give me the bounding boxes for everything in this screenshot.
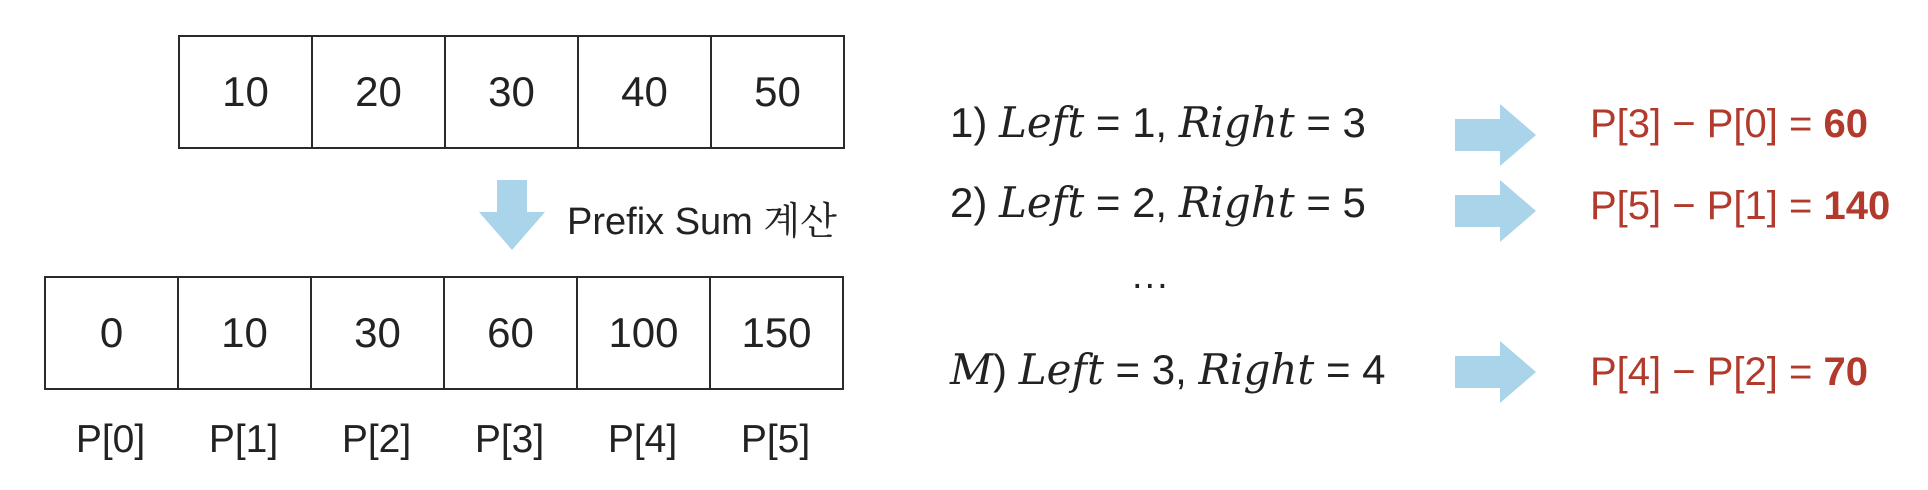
result-value: 70	[1823, 350, 1868, 394]
result-1	[1590, 102, 1868, 147]
prefix-label-0: P[0]	[75, 418, 146, 461]
arrow-caption: Prefix Sum 계산	[567, 201, 837, 243]
left-var: Left	[999, 178, 1085, 227]
input-cell-4: 50	[710, 35, 845, 149]
prefix-label-3: P[3]	[474, 418, 545, 461]
right-var: Right	[1198, 345, 1315, 394]
prefix-label-4: P[4]	[607, 418, 678, 461]
input-cell-1: 20	[311, 35, 446, 149]
result-formula: P[4] − P[2] =	[1590, 350, 1824, 394]
input-array	[178, 35, 845, 149]
query-number: 2)	[950, 179, 988, 226]
prefix-cell-0: 0	[44, 276, 179, 390]
left-var: Left	[1018, 345, 1104, 394]
prefix-label-2: P[2]	[341, 418, 412, 461]
right-arrow-icon	[1455, 341, 1537, 403]
prefix-label-5: P[5]	[740, 418, 811, 461]
query-1	[950, 98, 1366, 147]
prefix-label-1: P[1]	[208, 418, 279, 461]
left-var: Left	[999, 98, 1085, 147]
right-arrow-icon	[1455, 180, 1537, 242]
prefix-array	[44, 276, 844, 390]
result-m	[1590, 350, 1868, 395]
right-var: Right	[1178, 98, 1295, 147]
query-number: 1)	[950, 99, 988, 146]
prefix-cell-2: 30	[310, 276, 445, 390]
prefix-cell-4: 100	[576, 276, 711, 390]
result-value: 140	[1823, 184, 1891, 228]
left-value: = 1,	[1084, 99, 1168, 146]
prefix-labels	[44, 418, 842, 462]
right-value: = 5	[1294, 179, 1366, 226]
down-arrow-icon	[477, 180, 547, 252]
left-value: = 2,	[1084, 179, 1168, 226]
right-value: = 4	[1314, 346, 1386, 393]
query-m	[950, 345, 1386, 394]
query-number-paren: )	[993, 346, 1008, 393]
query-2	[950, 178, 1366, 227]
prefix-cell-1: 10	[177, 276, 312, 390]
right-value: = 3	[1294, 99, 1366, 146]
input-cell-0: 10	[178, 35, 313, 149]
prefix-cell-5: 150	[709, 276, 844, 390]
ellipsis: ...	[1132, 255, 1170, 297]
prefix-cell-3: 60	[443, 276, 578, 390]
input-cell-2: 30	[444, 35, 579, 149]
result-formula: P[5] − P[1] =	[1590, 184, 1824, 228]
input-cell-3: 40	[577, 35, 712, 149]
result-2	[1590, 184, 1890, 229]
right-var: Right	[1178, 178, 1295, 227]
result-value: 60	[1823, 102, 1868, 146]
result-formula: P[3] − P[0] =	[1590, 102, 1824, 146]
left-value: = 3,	[1103, 346, 1187, 393]
right-arrow-icon	[1455, 104, 1537, 166]
query-number: M	[950, 345, 994, 394]
